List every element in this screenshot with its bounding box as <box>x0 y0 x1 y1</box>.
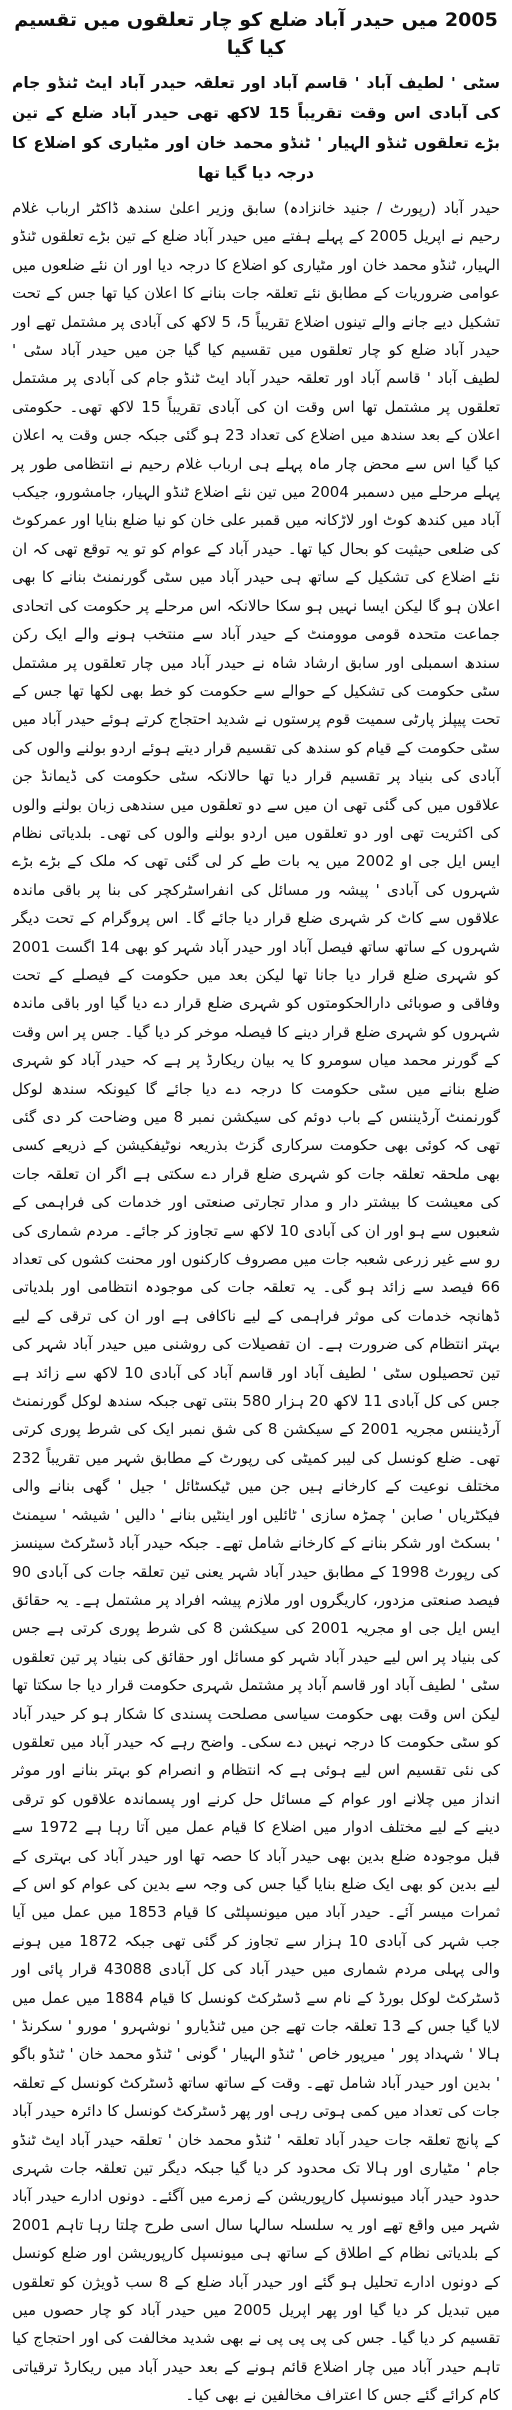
article-headline: 2005 میں حیدر آباد ضلع کو چار تعلقوں میں تقسیم کیا گیا <box>14 9 498 59</box>
article-body: حیدر آباد (رپورٹ / جنید خانزادہ) سابق وزیر اعلیٰ سندھ ڈاکٹر ارباب غلام رحیم نے اپریل 2005 کے پہلے ہفتے میں حیدر آباد ضلع کے تین بڑے تعلقوں ٹنڈو الہیار، ٹنڈو محمد خان اور مٹیاری کو اضلاع کا درجہ دیا اور ان نئے ضلعوں میں عوامی ضروریات کے مطابق نئے تعلقہ جات بنانے کا اعلان کیا تھا جس کے تحت تشکیل دیے جانے والے تینوں اضلاع تقریباً 5، 5 لاکھ کی آبادی پر مشتمل تھے اور حیدر آباد ضلع کو چار تعلقوں میں تقسیم کیا گیا جن میں حیدر آباد سٹی ' لطیف آباد ' قاسم آباد اور تعلقہ حیدر آباد ایٹ ٹنڈو جام کی آبادی پر مشتمل تعلقوں پر مشتمل تھا اس وقت ان کی آبادی تقریباً 15 لاکھ تھی۔ حکومتی اعلان کے بعد سندھ میں اضلاع کی تعداد 23 ہو گئی جبکہ جس وقت یہ اعلان کیا گیا اس سے محض چار ماہ پہلے ہی ارباب غلام رحیم نے انتظامی طور پر پہلے مرحلے میں دسمبر 2004 میں تین نئے اضلاع ٹنڈو الہیار، جامشورو، جیکب آباد میں کندھ کوٹ اور لاڑکانہ میں قمبر علی خان کو نیا ضلع بنایا اور عمرکوٹ کی ضلعی حیثیت کو بحال کیا تھا۔ حیدر آباد کے عوام کو تو یہ توقع تھی کہ ان نئے اضلاع کی تشکیل کے ساتھ ہی حیدر آباد میں سٹی گورنمنٹ بنانے کا بھی اعلان ہو گا لیکن ایسا نہیں ہو سکا حالانکہ اس مرحلے پر حکومت کی اتحادی جماعت متحدہ قومی موومنٹ کے حیدر آباد سے منتخب ہونے والے ایک رکن سندھ اسمبلی اور سابق ارشاد شاہ نے حیدر آباد میں چار تعلقوں پر مشتمل سٹی حکومت کی تشکیل کے حوالے سے حکومت کو خط بھی لکھا تھا جس کے تحت پیپلز پارٹی سمیت قوم پرستوں نے شدید احتجاج کرتے ہوئے حیدر آباد میں سٹی حکومت کے قیام کو سندھ کی تقسیم قرار دیتے ہوئے اردو بولنے والوں کی آبادی کی بنیاد پر تقسیم قرار دیا تھا حالانکہ سٹی حکومت کی ڈیمانڈ جن علاقوں میں کی گئی تھی ان میں سے دو تعلقوں میں سندھی زبان بولنے والوں کی اکثریت تھی اور دو تعلقوں میں اردو بولنے والوں کی تھی۔ بلدیاتی نظام ایس ایل جی او 2002 میں یہ بات طے کر لی گئی تھی کہ ملک کے بڑے بڑے شہروں کی آبادی ' پیشہ ور مسائل کی انفراسٹرکچر کی بنا پر باقی ماندہ علاقوں سے کاٹ کر شہری ضلع قرار دیا جائے گا۔ اس پروگرام کے تحت دیگر شہروں کے ساتھ ساتھ فیصل آباد اور حیدر آباد شہر کو بھی 14 اگست 2001 کو شہری ضلع قرار دیا جانا تھا لیکن بعد میں حکومت کے فیصلے کے تحت وفاقی و صوبائی دارالحکومتوں کو شہری ضلع قرار دے دیا گیا اور باقی ماندہ شہروں کو شہری ضلع قرار دینے کا فیصلہ موخر کر دیا گیا۔ جس پر اس وقت کے گورنر محمد میاں سومرو کا یہ بیان ریکارڈ پر ہے کہ حیدر آباد کو شہری ضلع بنانے میں سٹی حکومت کا درجہ دے دیا جائے گا کیونکہ سندھ لوکل گورنمنٹ آرڈیننس کے باب دوئم کی سیکشن نمبر 8 میں وضاحت کر دی گئی تھی کہ کوئی بھی حکومت سرکاری گزٹ بذریعہ نوٹیفکیشن کے ذریعے کسی بھی ملحقہ تعلقہ جات کو شہری ضلع قرار دے سکتی ہے اگر ان تعلقہ جات کی معیشت کا بیشتر دار و مدار تجارتی صنعتی اور خدمات کی فراہمی کے شعبوں سے ہو اور ان کی آبادی 10 لاکھ سے تجاوز کر جائے۔ مردم شماری کی رو سے غیر زرعی شعبہ جات میں مصروف کارکنوں اور محنت کشوں کی تعداد 66 فیصد سے زائد ہو گی۔ یہ تعلقہ جات کی موجودہ انتظامی اور بلدیاتی ڈھانچہ خدمات کی موثر فراہمی کے لیے ناکافی ہے اور ان کی ترقی کے لیے بہتر انتظام کی ضرورت ہے۔ ان تفصیلات کی روشنی میں حیدر آباد شہر کی تین تحصیلوں سٹی ' لطیف آباد اور قاسم آباد کی آبادی 10 لاکھ سے زائد ہے جس کی کل آبادی 11 لاکھ 20 ہزار 580 بنتی تھی جبکہ سندھ لوکل گورنمنٹ آرڈیننس مجریہ 2001 کے سیکشن 8 کی شق نمبر ایک کی شرط پوری کرتی تھی۔ ضلع کونسل کی لیبر کمیٹی کی رپورٹ کے مطابق شہر میں تقریباً 232 مختلف نوعیت کے کارخانے ہیں جن میں ٹیکسٹائل ' جیل ' گھی بنانے والی فیکٹریاں ' صابن ' چمڑہ سازی ' ٹائلیں اور اینٹیں بنانے ' دالیں ' شیشہ ' سیمنٹ ' بسکٹ اور شکر بنانے کے کارخانے شامل تھے۔ جبکہ حیدر آباد ڈسٹرکٹ سینسز کی رپورٹ 1998 کے مطابق حیدر آباد شہر یعنی تین تعلقہ جات کی آبادی 90 فیصد صنعتی مزدور، کاریگروں اور ملازم پیشہ افراد پر مشتمل ہے۔ یہ حقائق ایس ایل جی او مجریہ 2001 کی سیکشن 8 کی شرط پوری کرتی ہے جس کی بنیاد پر اس لیے حیدر آباد شہر کو مسائل اور حقائق کی بنیاد پر تین تعلقوں سٹی ' لطیف آباد اور قاسم آباد پر مشتمل شہری حکومت قرار دیا جا سکتا تھا لیکن اس وقت بھی حکومت سیاسی مصلحت پسندی کا شکار ہو کر حیدر آباد کو سٹی حکومت کا درجہ نہیں دے سکی۔ واضح رہے کہ حیدر آباد میں تعلقوں کی نئی تقسیم اس لیے ہوئی ہے کہ انتظام و انصرام کو بہتر بنانے اور موثر انداز میں چلانے اور عوام کے مسائل حل کرنے اور پسماندہ علاقوں کو ترقی دینے کے لیے مختلف ادوار میں اضلاع کا قیام عمل میں آتا رہا ہے 1972 سے قبل موجودہ ضلع بدین بھی حیدر آباد کا حصہ تھا اور حیدر آباد کی بہتری کے لیے بدین کو بھی ایک ضلع بنایا گیا جس کی وجہ سے بدین کی عوام کو اس کے ثمرات میسر آئے۔ حیدر آباد میں میونسپلٹی کا قیام 1853 میں عمل میں آیا جب شہر کی آبادی 10 ہزار سے تجاوز کر گئی تھی جبکہ 1872 میں ہونے والی پہلی مردم شماری میں حیدر آباد کی کل آبادی 43088 قرار پائی اور ڈسٹرکٹ لوکل بورڈ کے نام سے ڈسٹرکٹ کونسل کا قیام 1884 میں عمل میں لایا گیا جس کے 13 تعلقہ جات تھے جن میں ٹنڈیارو ' نوشہرو ' مورو ' سکرنڈ ' ہالا ' شہداد پور ' میرپور خاص ' ٹنڈو الہیار ' گونی ' ٹنڈو محمد خان ' ٹنڈو باگو ' بدین اور حیدر آباد شامل تھے۔ وقت کے ساتھ ساتھ ڈسٹرکٹ کونسل کے تعلقہ جات کی تعداد میں کمی ہوتی رہی اور پھر ڈسٹرکٹ کونسل کا دائرہ حیدر آباد کے پانچ تعلقہ جات حیدر آباد تعلقہ ' ٹنڈو محمد خان ' تعلقہ حیدر آباد ایٹ ٹنڈو جام ' مٹیاری اور ہالا تک محدود کر دیا گیا جبکہ دیگر تین تعلقہ جات شہری حدود حیدر آباد میونسپل کارپوریشن کے زمرے میں آگئے۔ دونوں ادارے حیدر آباد شہر میں واقع تھے اور یہ سلسلہ سالہا سال اسی طرح چلتا رہا تاہم 2001 کے بلدیاتی نظام کے اطلاق کے ساتھ ہی میونسپل کارپوریشن اور ضلع کونسل کے دونوں ادارے تحلیل ہو گئے اور حیدر آباد ضلع کے 8 سب ڈویژن کو تعلقوں میں تبدیل کر دیا گیا اور پھر اپریل 2005 میں حیدر آباد کو چار حصوں میں تقسیم کر دیا گیا۔ جس کی پی پی پی نے بھی شدید مخالفت کی اور احتجاج کیا تاہم حیدر آباد میں چار اضلاع قائم ہونے کے بعد حیدر آباد میں ریکارڈ ترقیاتی کام کرائے گئے جس کا اعتراف مخالفین نے بھی کیا۔ <box>12 199 501 2405</box>
article-subheadline: سٹی ' لطیف آباد ' قاسم آباد اور تعلقہ حیدر آباد ایٹ ٹنڈو جام کی آبادی اس وقت تقریباً 15 لاکھ تھی حیدر آباد ضلع کے تین بڑے تعلقوں ٹنڈو الہیار ' ٹنڈو محمد خان اور مٹیاری کو اضلاع کا درجہ دیا گیا تھا <box>12 74 500 182</box>
